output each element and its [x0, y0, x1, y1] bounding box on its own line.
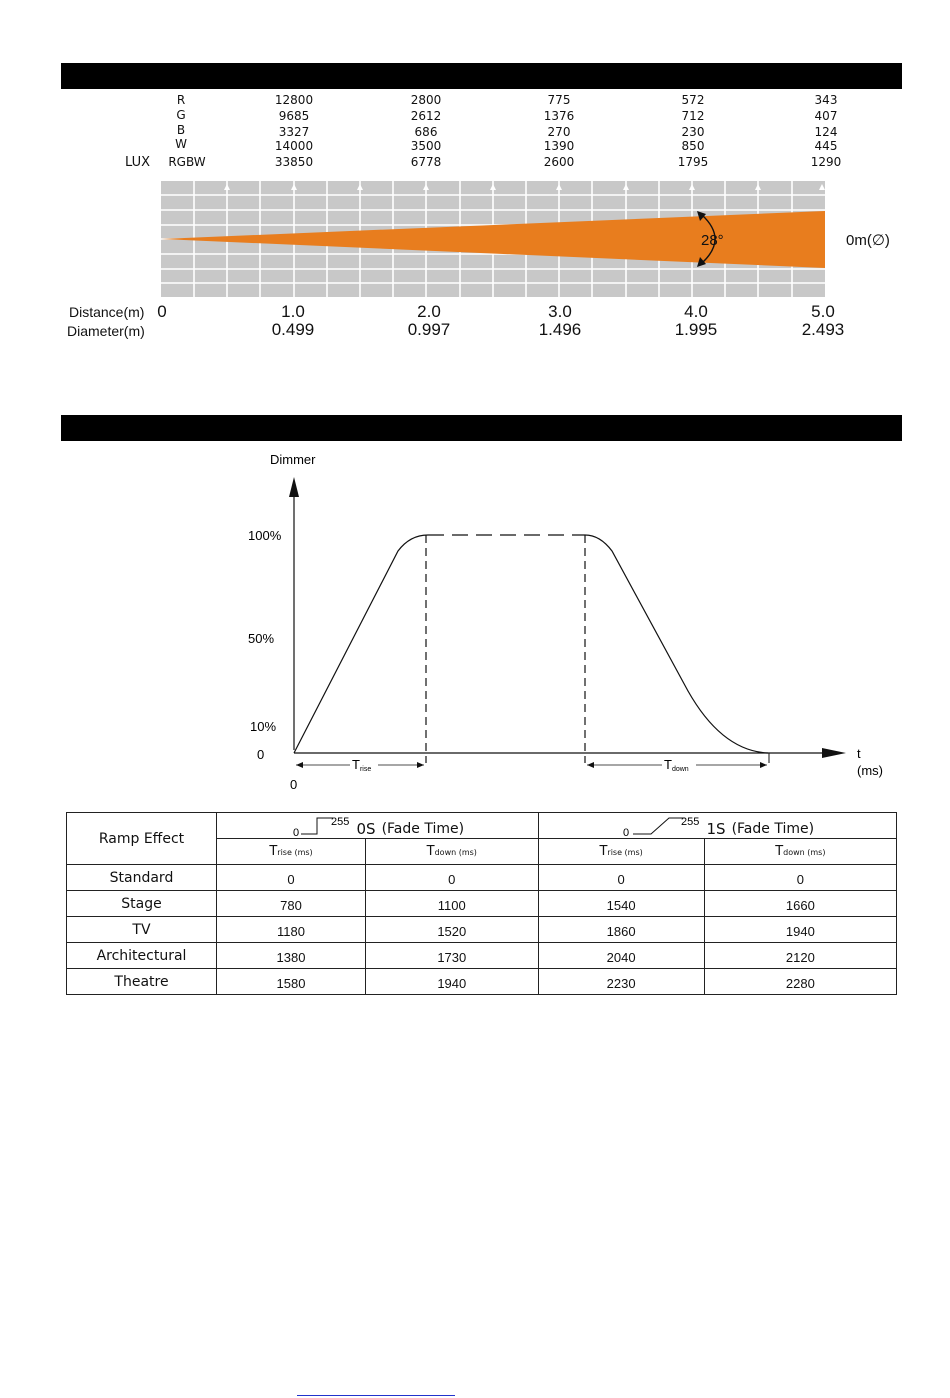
distance-value: 0 [157, 302, 167, 321]
y-axis-arrow-icon [289, 477, 299, 497]
lux-cell: 686 [414, 125, 438, 139]
lux-cell: 14000 [274, 139, 314, 153]
col-tdown-0s: Tdown (ms) [366, 839, 539, 865]
distance-value: 4.0 [684, 302, 708, 321]
beam-diagram [0, 175, 950, 305]
ramp-effect-header: Ramp Effect [67, 813, 217, 865]
table-cell: 1380 [217, 943, 366, 969]
lux-row-label-rgbw: RGBW [168, 155, 206, 169]
lux-row-label-b: B [176, 123, 186, 137]
table-cell: 0 [366, 865, 539, 891]
table-cell: 0 [704, 865, 896, 891]
diameter-value: 2.493 [801, 320, 845, 339]
dimmer-down-curve [585, 535, 768, 753]
table-cell: 2280 [704, 969, 896, 995]
t-rise-label: Trise [352, 757, 372, 773]
table-cell: 1660 [704, 891, 896, 917]
lux-cell: 6778 [410, 155, 442, 169]
diameter-value: 0.997 [407, 320, 451, 339]
row-name: Standard [67, 865, 217, 891]
lux-cell: 12800 [274, 93, 314, 107]
table-cell: 1580 [217, 969, 366, 995]
x-axis-label-t: t [857, 746, 861, 761]
diameter-value: 0.499 [271, 320, 315, 339]
lux-cell: 3500 [410, 139, 442, 153]
diameter-label: Diameter(m) [67, 323, 145, 339]
y-tick-50: 50% [248, 631, 275, 646]
table-cell: 0 [217, 865, 366, 891]
distance-value: 5.0 [811, 302, 835, 321]
table-cell: 1520 [366, 917, 539, 943]
table-row [67, 943, 897, 969]
table-cell: 2040 [538, 943, 704, 969]
fade-0s-label: 0S [356, 819, 376, 838]
step-waveform-icon [291, 814, 351, 838]
table-cell: 780 [217, 891, 366, 917]
col-trise-1s: Trise (ms) [538, 839, 704, 865]
distance-label: Distance(m) [69, 304, 145, 320]
lux-cell: 1795 [677, 155, 709, 169]
svg-text:0: 0 [292, 826, 299, 838]
lux-cell: 1390 [543, 139, 575, 153]
dimmer-axis-label: Dimmer [270, 452, 316, 467]
x-origin-label: 0 [290, 777, 298, 792]
distance-value: 2.0 [417, 302, 441, 321]
y-tick-10: 10% [250, 719, 277, 734]
lux-cell: 445 [814, 139, 838, 153]
lux-cell: 270 [547, 125, 571, 139]
t-down-label: Tdown [664, 757, 689, 773]
fade-1s-label: 1S [706, 819, 726, 838]
row-name: Stage [67, 891, 217, 917]
fade-1s-header [538, 813, 896, 839]
dimmer-curve-diagram [0, 445, 950, 805]
lux-cell: 1376 [543, 109, 575, 123]
col-trise-0s: Trise (ms) [217, 839, 366, 865]
table-cell: 1540 [538, 891, 704, 917]
lux-cell: 712 [681, 109, 705, 123]
lux-row-label-r: R [176, 93, 186, 107]
row-name: TV [67, 917, 217, 943]
y-tick-0: 0 [257, 747, 265, 762]
lux-cell: 1290 [810, 155, 842, 169]
beam-angle-label: 28° [701, 232, 724, 249]
table-cell: 1860 [538, 917, 704, 943]
lux-cell: 775 [547, 93, 571, 107]
x-axis-unit: (ms) [857, 763, 883, 778]
svg-text:255: 255 [680, 815, 699, 828]
lux-cell: 3327 [278, 125, 310, 139]
table-cell: 1940 [366, 969, 539, 995]
lux-row-label-g: G [176, 108, 186, 122]
lux-cell: 230 [681, 125, 705, 139]
lux-cell: 124 [814, 125, 838, 139]
diameter-value: 1.995 [674, 320, 718, 339]
footer-link-underline[interactable] [297, 1395, 455, 1396]
distance-value: 3.0 [548, 302, 572, 321]
lux-cell: 407 [814, 109, 838, 123]
table-row [67, 917, 897, 943]
table-row [67, 969, 897, 995]
svg-text:255: 255 [330, 815, 349, 828]
lux-cell: 2612 [410, 109, 442, 123]
t-down-arrow-left-icon [587, 762, 594, 768]
table-row [67, 891, 897, 917]
ramp-waveform-icon [621, 814, 701, 838]
table-cell: 1730 [366, 943, 539, 969]
table-row [67, 865, 897, 891]
table-cell: 1940 [704, 917, 896, 943]
table-cell: 0 [538, 865, 704, 891]
ramp-effect-table [66, 812, 897, 995]
table-cell: 2230 [538, 969, 704, 995]
photometric-section-bar [61, 63, 902, 89]
svg-text:0: 0 [622, 826, 629, 838]
lux-cell: 850 [681, 139, 705, 153]
table-cell: 2120 [704, 943, 896, 969]
x-axis-arrow-icon [822, 748, 846, 758]
diameter-value: 1.496 [538, 320, 582, 339]
t-rise-arrow-left-icon [296, 762, 303, 768]
lux-label: LUX [125, 155, 151, 170]
lux-cell: 2800 [410, 93, 442, 107]
y-tick-100: 100% [248, 528, 282, 543]
lux-row-label-w: W [175, 137, 187, 151]
row-name: Theatre [67, 969, 217, 995]
dimmer-section-bar [61, 415, 902, 441]
dimmer-rise-curve [294, 535, 428, 753]
col-tdown-1s: Tdown (ms) [704, 839, 896, 865]
t-rise-arrow-right-icon [417, 762, 424, 768]
table-cell: 1100 [366, 891, 539, 917]
lux-cell: 343 [814, 93, 838, 107]
distance-value: 1.0 [281, 302, 305, 321]
table-cell: 1180 [217, 917, 366, 943]
lux-cell: 9685 [278, 109, 310, 123]
lux-cell: 2600 [543, 155, 575, 169]
fade-0s-header [217, 813, 539, 839]
lux-cell: 33850 [274, 155, 314, 169]
lux-cell: 572 [681, 93, 705, 107]
fade-1s-suffix: (Fade Time) [731, 820, 815, 837]
t-down-arrow-right-icon [760, 762, 767, 768]
fade-0s-suffix: (Fade Time) [381, 820, 465, 837]
row-name: Architectural [67, 943, 217, 969]
diameter-unit-label: 0m(∅) [846, 232, 890, 249]
